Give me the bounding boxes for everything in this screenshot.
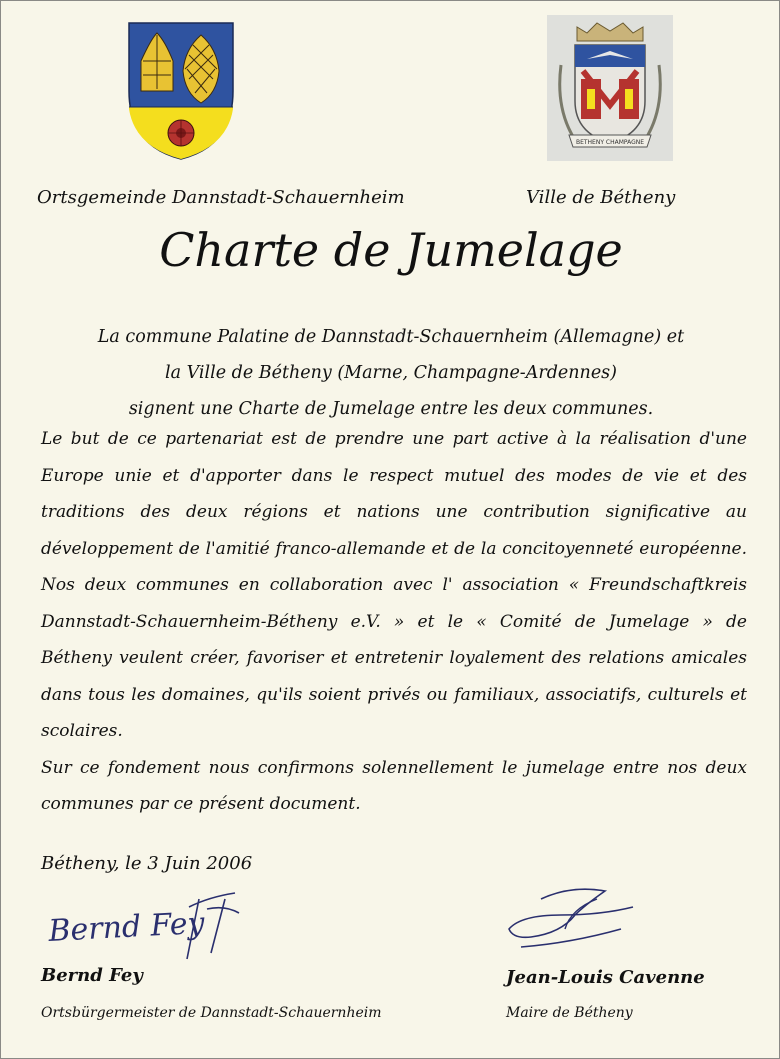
intro-line: La commune Palatine de Dannstadt-Schauernheim (Allemagne) et	[97, 327, 685, 347]
body-line: Bétheny veulent créer, favoriser et entretenir loyalement des relations amicales	[41, 648, 747, 668]
intro-line: la Ville de Bétheny (Marne, Champagne-Ardennes)	[165, 363, 617, 383]
document-title: Charte de Jumelage	[159, 223, 623, 277]
intro-paragraph	[1, 319, 780, 427]
body-line: scolaires.	[41, 721, 123, 741]
intro-line: signent une Charte de Jumelage entre les deux communes.	[128, 399, 654, 419]
body-line: développement de l'amitié franco-allemande et de la concitoyenneté européenne.	[41, 538, 747, 559]
body-line: Dannstadt-Schauernheim-Bétheny e.V. » et le « Comité de Jumelage » de	[41, 611, 747, 632]
right-signatory-name: Jean-Louis Cavenne	[506, 967, 705, 988]
svg-text:BETHENY CHAMPAGNE: BETHENY CHAMPAGNE	[575, 139, 645, 146]
right-signature	[501, 885, 661, 961]
body-line: dans tous les domaines, qu'ils soient privés ou familiaux, associatifs, culturels et	[41, 684, 747, 705]
right-signatory-role: Maire de Bétheny	[506, 1005, 633, 1021]
right-municipality-header: Ville de Bétheny	[526, 187, 676, 208]
dannstadt-coat-of-arms	[127, 21, 235, 161]
charter-body	[41, 421, 747, 823]
body-line: Nos deux communes en collaboration avec l' association « Freundschaftkreis	[41, 575, 747, 595]
body-line: Sur ce fondement nous confirmons solennellement le jumelage entre nos deux	[41, 757, 747, 778]
left-signature	[39, 889, 249, 971]
body-line: communes par ce présent document.	[41, 794, 361, 814]
left-municipality-header: Ortsgemeinde Dannstadt-Schauernheim	[37, 187, 405, 208]
body-line: traditions des deux régions et nations une contribution significative au	[41, 502, 747, 522]
left-signatory-role: Ortsbürgermeister de Dannstadt-Schauernheim	[41, 1005, 382, 1021]
betheny-coat-of-arms	[547, 15, 673, 161]
date-line: Bétheny, le 3 Juin 2006	[41, 853, 253, 874]
body-line: Le but de ce partenariat est de prendre une part active à la réalisation d'une	[41, 429, 747, 449]
body-line: Europe unie et d'apporter dans le respect mutuel des modes de vie et des	[41, 465, 747, 486]
left-signatory-name: Bernd Fey	[41, 965, 143, 986]
svg-text:Bernd Fey: Bernd Fey	[47, 905, 206, 949]
